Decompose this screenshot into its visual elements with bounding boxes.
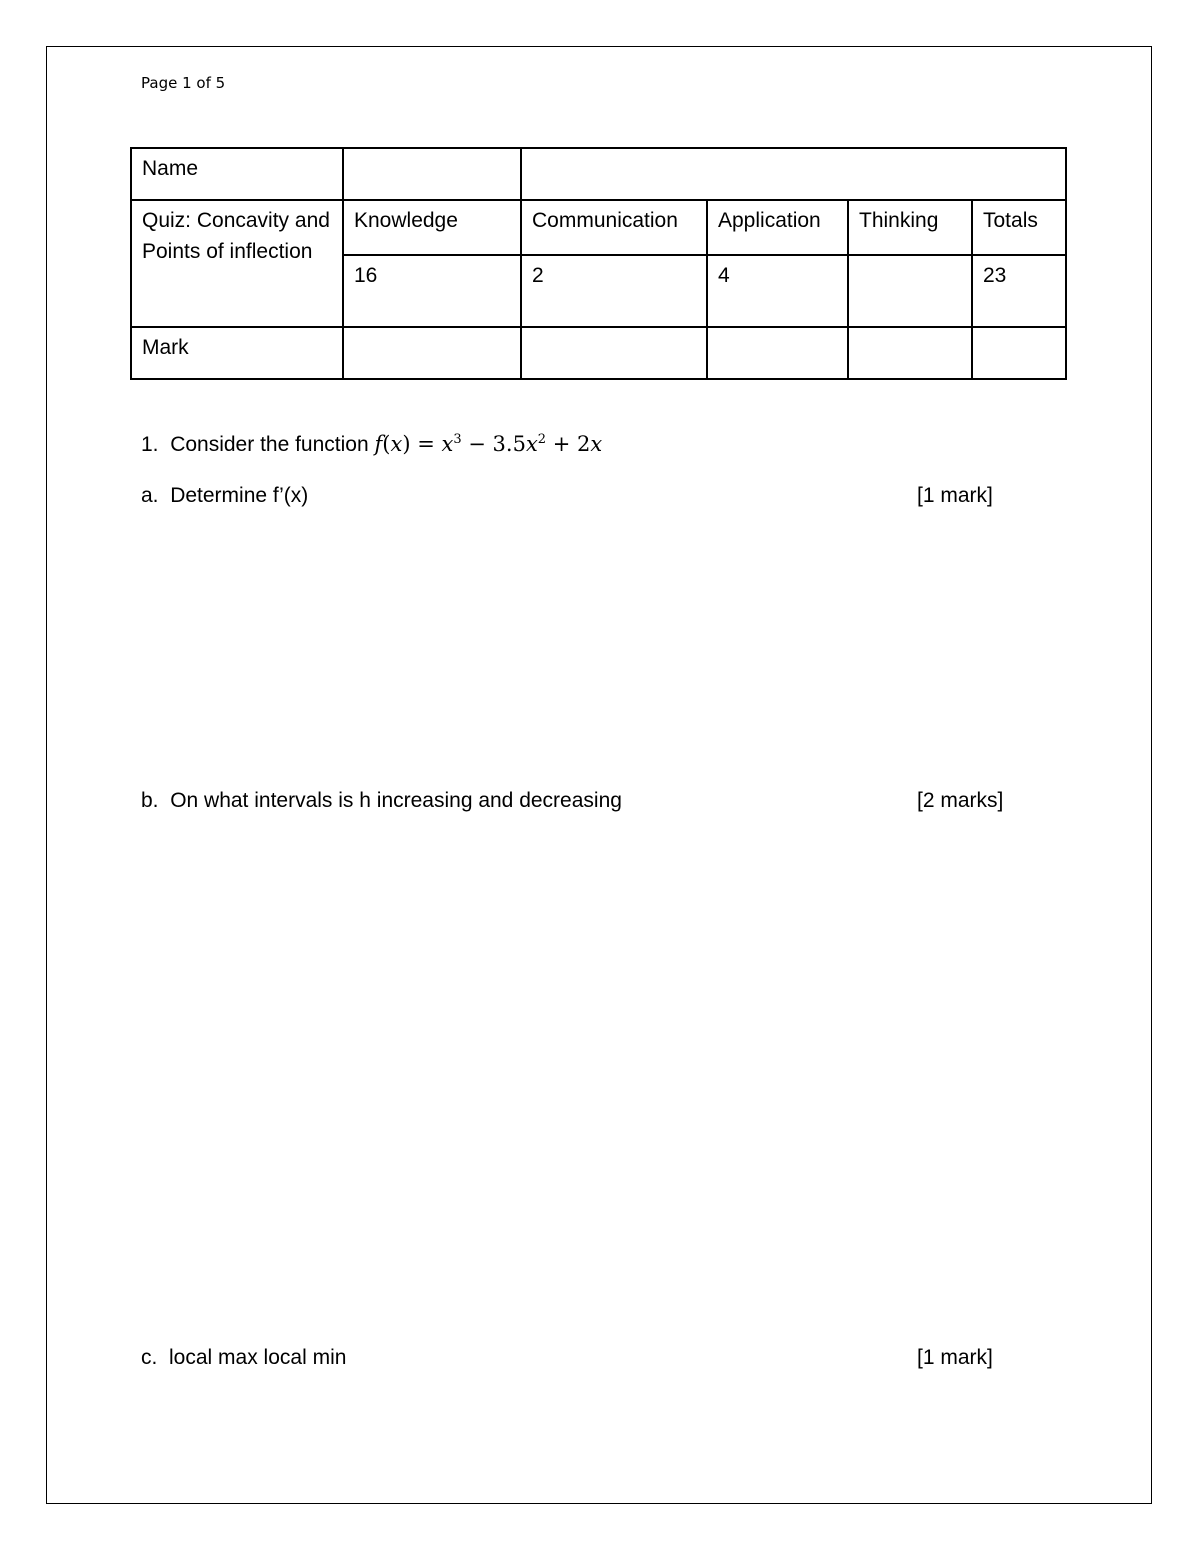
value-totals: 23 <box>972 255 1066 327</box>
question-1 <box>141 432 602 457</box>
category-thinking: Thinking <box>848 200 972 255</box>
quiz-score-table <box>130 147 1067 380</box>
part-a-marks: [1 mark] <box>917 484 993 507</box>
value-application: 4 <box>707 255 848 327</box>
category-totals: Totals <box>972 200 1066 255</box>
name-field[interactable] <box>343 148 521 200</box>
value-thinking <box>848 255 972 327</box>
value-knowledge: 16 <box>343 255 521 327</box>
part-a-text: Determine f’(x) <box>170 484 309 507</box>
mark-knowledge[interactable] <box>343 327 521 379</box>
part-b-marks: [2 marks] <box>917 789 1004 812</box>
page-number: Page 1 of 5 <box>141 74 226 92</box>
part-b-letter: b. <box>141 789 159 812</box>
part-c-text: local max local min <box>169 1346 347 1369</box>
part-a-letter: a. <box>141 484 159 507</box>
mark-label: Mark <box>131 327 343 379</box>
mark-communication[interactable] <box>521 327 707 379</box>
category-knowledge: Knowledge <box>343 200 521 255</box>
part-b-text: On what intervals is h increasing and decreasing <box>170 789 622 812</box>
part-a <box>141 484 308 508</box>
quiz-title: Quiz: Concavity and Points of inflection <box>131 200 343 327</box>
part-b <box>141 789 622 813</box>
mark-application[interactable] <box>707 327 848 379</box>
part-c-marks: [1 mark] <box>917 1346 993 1369</box>
function-expression: $f(x) = x^3 - 3.5x^2 + 2x$ <box>374 432 603 456</box>
part-c-letter: c. <box>141 1346 158 1369</box>
mark-totals[interactable] <box>972 327 1066 379</box>
question-number: 1. <box>141 433 159 456</box>
question-intro: Consider the function <box>170 433 369 456</box>
category-communication: Communication <box>521 200 707 255</box>
name-label: Name <box>131 148 343 200</box>
part-c <box>141 1346 346 1370</box>
name-extra-field[interactable] <box>521 148 1066 200</box>
value-communication: 2 <box>521 255 707 327</box>
mark-thinking[interactable] <box>848 327 972 379</box>
category-application: Application <box>707 200 848 255</box>
